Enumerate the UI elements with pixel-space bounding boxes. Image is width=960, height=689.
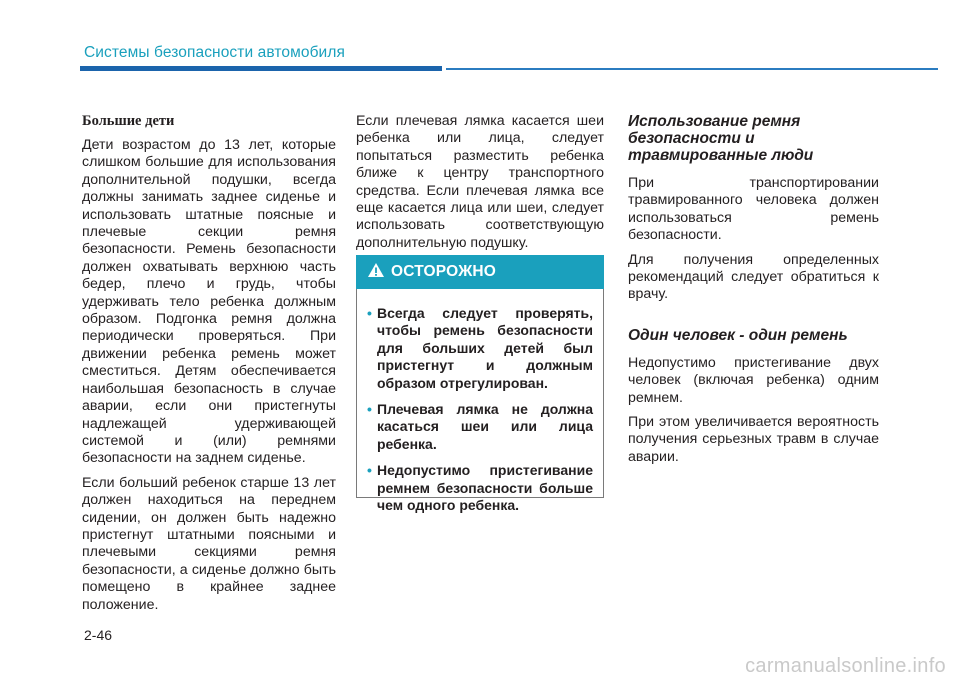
paragraph: При транспортировании травмированного человека должен использоваться ремень безопасности.: [628, 175, 879, 244]
header-bar-thick: [80, 66, 442, 71]
column-middle: [356, 113, 604, 259]
heading-large-children: Большие дети: [82, 113, 175, 129]
list-item-text: Всегда следует проверять, чтобы ремень безопасности для больших детей был пристегнут и должным образом отрегулирован.: [377, 305, 593, 391]
section-title: Системы безопасности автомобиля: [84, 44, 345, 61]
bullet: •: [367, 401, 372, 418]
warning-triangle-icon: [367, 262, 391, 283]
bullet: •: [367, 305, 372, 321]
list-item: [367, 401, 593, 453]
warning-box: [356, 255, 604, 514]
heading-injured-persons: Использование ремня безопасности и травмированные люди: [628, 113, 814, 164]
column-left: [82, 113, 336, 621]
watermark: carmanualsonline.info: [745, 655, 946, 677]
warning-title: ОСТОРОЖНО: [391, 263, 497, 280]
heading-one-person-one-belt: Один человек - один ремень: [628, 326, 848, 344]
list-item-text: Плечевая лямка не должна касаться шеи или лица ребенка.: [377, 401, 593, 452]
page-number: 2-46: [84, 627, 113, 643]
paragraph: Недопустимо пристегивание двух человек (включая ребенка) одним ремнем.: [628, 354, 879, 406]
header-bar-thin: [446, 68, 938, 70]
warning-header: [356, 255, 604, 289]
list-item: [367, 462, 593, 514]
column-right: [628, 113, 879, 473]
paragraph: Для получения определенных рекомендаций следует обратиться к врачу.: [628, 251, 879, 303]
paragraph: Если больший ребенок старше 13 лет должен находиться на переднем сидении, он должен быть надежно пристегнут штатными поясными и плечевыми секциями ремня безопасности, а сиденье должно быть помещено в крайнее заднее положение.: [82, 474, 336, 613]
paragraph: При этом увеличивается вероятность получения серьезных травм в случае аварии.: [628, 414, 879, 465]
list-item-text: Недопустимо пристегивание ремнем безопасности больше чем одного ребенка.: [377, 462, 593, 514]
list-item: [367, 305, 593, 392]
warning-list: [357, 289, 603, 514]
paragraph: Если плечевая лямка касается шеи ребенка или лица, следует попытаться разместить ребенка ближе к центру транспортного средства. Если плечевая лямка все еще касается лица или шеи, следует использовать соответствующую дополнительную подушку.: [356, 113, 604, 251]
bullet: •: [367, 462, 372, 479]
paragraph: Дети возрастом до 13 лет, которые слишком большие для использования дополнительной подушки, всегда должны занимать заднее сиденье и использовать штатные поясные и плечевые секции ремня безопасности. Ремень безопасности должен охватывать верхнюю часть бедер, плечо и грудь, чтобы удерживать тело ребенка должным образом. Подгонка ремня должна периодически проверяться. При движении ребенка ремень может сместиться. Детям обеспечивается наибольшая безопасность в случае аварии, если они пристегнуты надлежащей удерживающей системой и (или) ремнями безопасности на заднем сиденье.: [82, 137, 336, 467]
